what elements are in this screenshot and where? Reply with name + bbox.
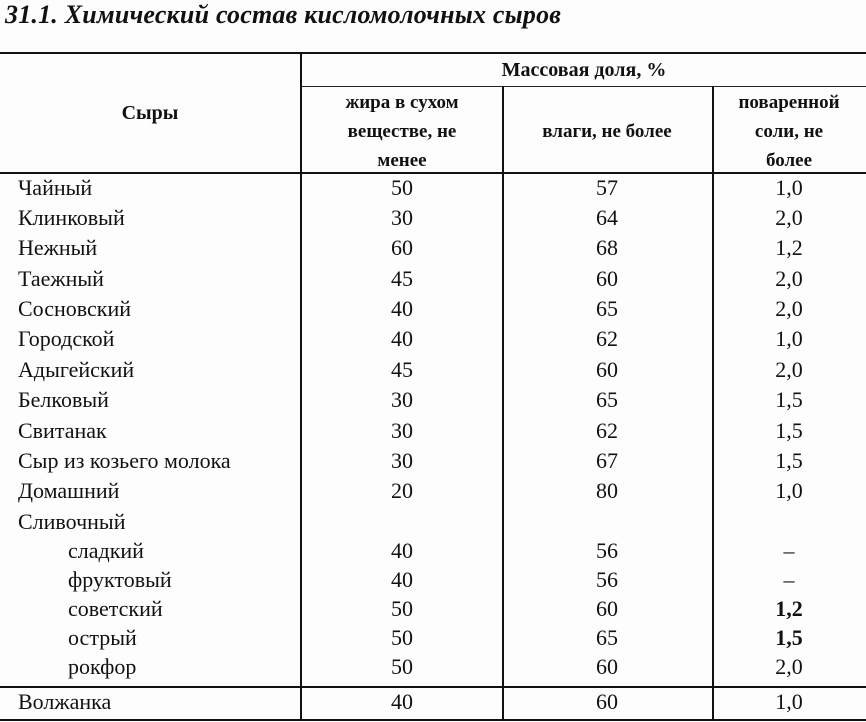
header-salt bbox=[712, 88, 866, 175]
row-moisture: 60 bbox=[596, 266, 618, 291]
header-moisture: влаги, не более bbox=[542, 121, 672, 142]
row-name: Домашний bbox=[18, 478, 120, 503]
row-name: рокфор bbox=[68, 654, 137, 679]
row-salt: 1,0 bbox=[775, 175, 803, 200]
row-name: Чайный bbox=[18, 175, 93, 200]
row-salt: 1,5 bbox=[775, 387, 803, 412]
row-moisture: 65 bbox=[596, 387, 618, 412]
row-fat: 60 bbox=[391, 235, 413, 260]
row-salt: – bbox=[783, 567, 795, 592]
header-fat-line2: веществе, не bbox=[347, 121, 457, 142]
row-salt: 2,0 bbox=[775, 266, 803, 291]
group-header-rule bbox=[302, 86, 866, 87]
row-fat: 40 bbox=[391, 538, 413, 563]
table-title: 31.1. Химический состав кисломолочных сыров bbox=[5, 0, 562, 29]
header-salt-line2: соли, не bbox=[754, 121, 824, 142]
row-name: фруктовый bbox=[68, 567, 172, 592]
row-fat: 30 bbox=[391, 387, 413, 412]
row-name: Белковый bbox=[18, 387, 109, 412]
row-moisture: 65 bbox=[596, 296, 618, 321]
row-name: Таежный bbox=[18, 266, 104, 291]
row-group-name: Сливочный bbox=[18, 509, 126, 534]
row-moisture: 68 bbox=[596, 235, 618, 260]
row-salt: 1,5 bbox=[775, 418, 803, 443]
row-fat: 50 bbox=[391, 175, 413, 200]
row-fat: 45 bbox=[391, 266, 413, 291]
header-salt-line1: поваренной bbox=[738, 92, 840, 113]
row-fat: 50 bbox=[391, 596, 413, 621]
table-bottom-rule bbox=[0, 719, 866, 721]
row-salt: 2,0 bbox=[775, 357, 803, 382]
row-name: советский bbox=[68, 596, 163, 621]
row-moisture: 80 bbox=[596, 478, 618, 503]
row-name: Городской bbox=[18, 326, 115, 351]
row-salt: 1,5 bbox=[775, 448, 803, 473]
row-salt: 1,0 bbox=[775, 478, 803, 503]
row-fat: 40 bbox=[391, 567, 413, 592]
row-name: сладкий bbox=[68, 538, 144, 563]
row-name: Волжанка bbox=[18, 689, 112, 714]
row-moisture: 60 bbox=[596, 357, 618, 382]
row-moisture: 60 bbox=[596, 596, 618, 621]
row-fat: 50 bbox=[391, 625, 413, 650]
row-salt: 1,0 bbox=[775, 326, 803, 351]
header-salt-line3: более bbox=[765, 150, 813, 171]
row-moisture: 62 bbox=[596, 326, 618, 351]
row-name: Адыгейский bbox=[18, 357, 135, 382]
row-salt: 1,2 bbox=[775, 596, 803, 621]
row-name: Свитанак bbox=[18, 418, 107, 443]
row-name: Клинковый bbox=[18, 205, 125, 230]
row-salt: 2,0 bbox=[775, 205, 803, 230]
row-fat: 30 bbox=[391, 418, 413, 443]
row-name: Нежный bbox=[18, 235, 98, 260]
header-fat bbox=[302, 88, 502, 175]
row-moisture: 65 bbox=[596, 625, 618, 650]
row-salt: 2,0 bbox=[775, 296, 803, 321]
row-fat: 20 bbox=[391, 478, 413, 503]
row-moisture: 60 bbox=[596, 654, 618, 679]
row-salt: 1,5 bbox=[775, 625, 803, 650]
row-moisture: 56 bbox=[596, 538, 618, 563]
row-name: Сыр из козьего молока bbox=[18, 448, 231, 473]
row-salt: – bbox=[783, 538, 795, 563]
row-salt: 2,0 bbox=[775, 654, 803, 679]
row-fat: 40 bbox=[391, 326, 413, 351]
row-name: острый bbox=[68, 625, 137, 650]
row-name: Сосновский bbox=[18, 296, 132, 321]
row-salt: 1,0 bbox=[775, 689, 803, 714]
row-fat: 40 bbox=[391, 296, 413, 321]
row-salt: 1,2 bbox=[775, 235, 803, 260]
row-moisture: 67 bbox=[596, 448, 618, 473]
row-fat: 30 bbox=[391, 448, 413, 473]
header-fat-line1: жира в сухом bbox=[345, 92, 459, 113]
row-moisture: 64 bbox=[596, 205, 618, 230]
row-fat: 45 bbox=[391, 357, 413, 382]
header-mass-fraction: Массовая доля, % bbox=[501, 59, 667, 81]
row-fat: 50 bbox=[391, 654, 413, 679]
table-top-rule bbox=[0, 52, 866, 54]
row-moisture: 56 bbox=[596, 567, 618, 592]
header-fat-line3: менее bbox=[377, 150, 427, 171]
row-fat: 30 bbox=[391, 205, 413, 230]
header-cheese: Сыры bbox=[121, 102, 179, 124]
row-moisture: 62 bbox=[596, 418, 618, 443]
row-moisture: 57 bbox=[596, 175, 618, 200]
row-fat: 40 bbox=[391, 689, 413, 714]
row-moisture: 60 bbox=[596, 689, 618, 714]
